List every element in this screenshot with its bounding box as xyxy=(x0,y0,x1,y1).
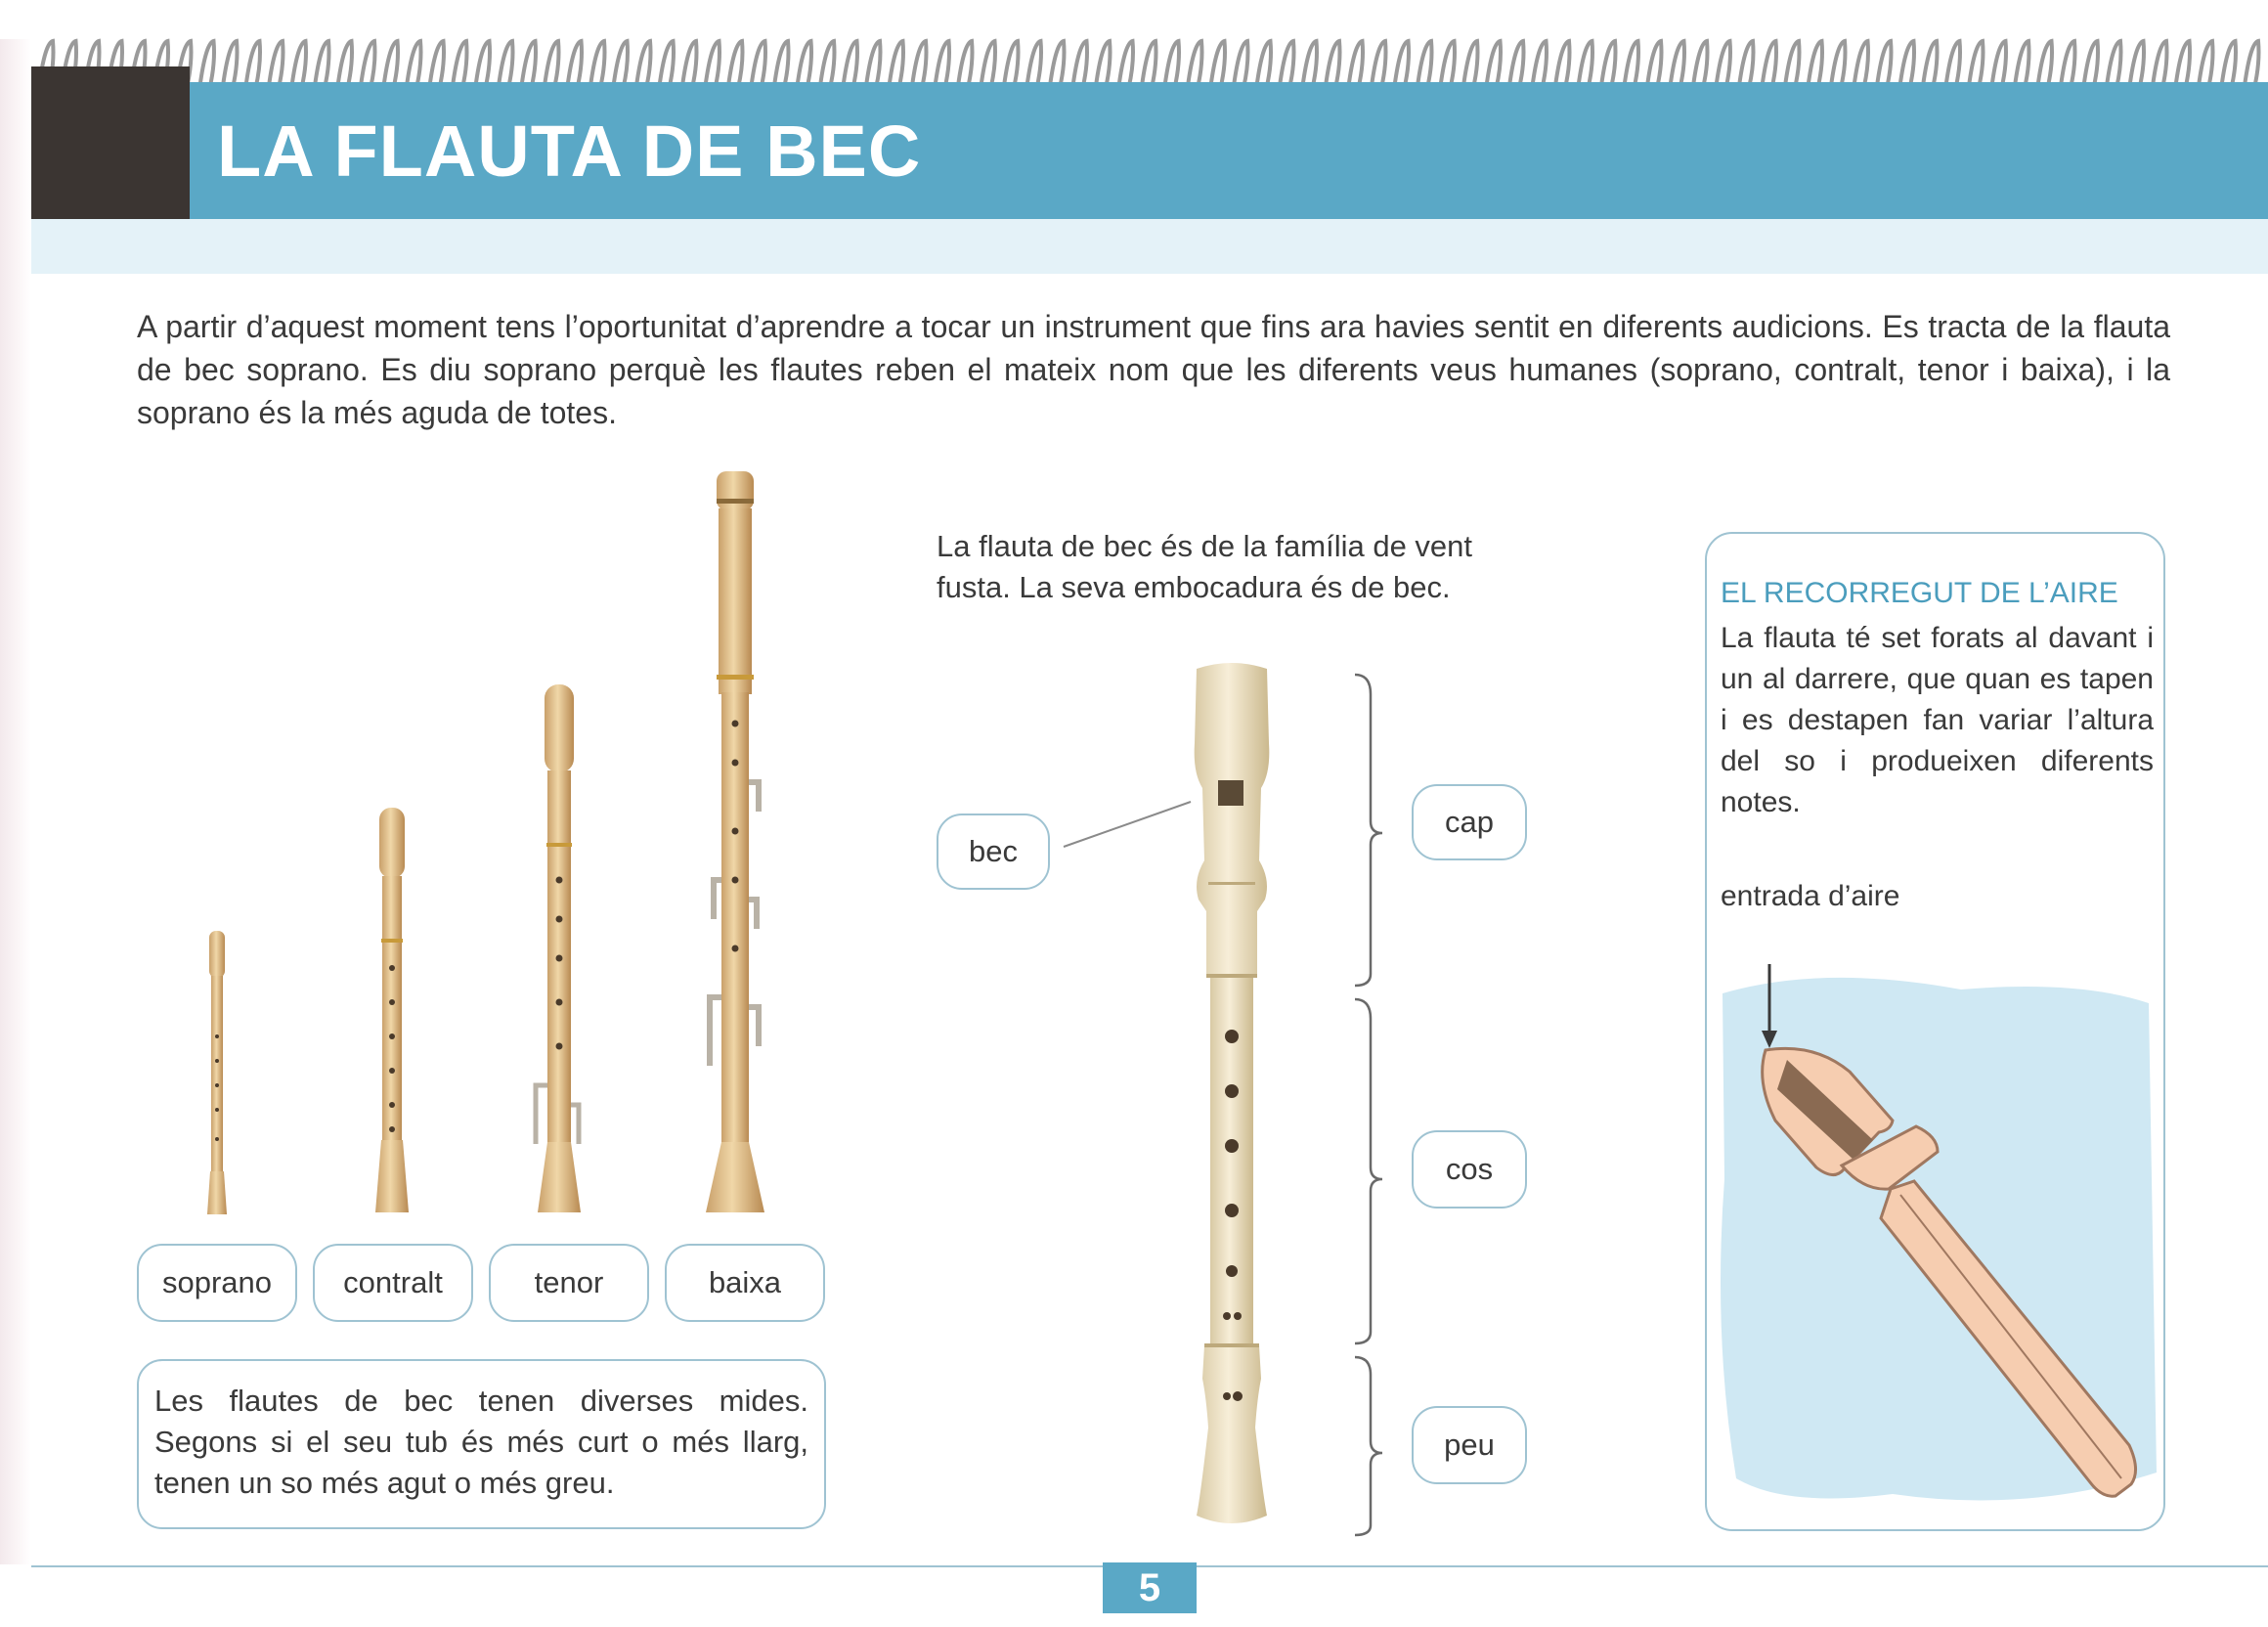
header-strip xyxy=(31,219,2268,274)
bec-pointer xyxy=(1064,802,1191,847)
page-number: 5 xyxy=(1103,1562,1197,1613)
label-soprano: soprano xyxy=(137,1244,297,1322)
air-path-cross-section xyxy=(1707,925,2165,1531)
soprano-recorder-image xyxy=(207,931,227,1214)
label-cos: cos xyxy=(1412,1130,1527,1209)
label-bec: bec xyxy=(937,814,1050,890)
page-edge xyxy=(0,39,31,1564)
air-path-title: EL RECORREGUT DE L’AIRE xyxy=(1721,577,2118,609)
cap-bracket xyxy=(1355,675,1382,986)
intro-paragraph: A partir d’aquest moment tens l’oportunitat d’aprendre a tocar un instrument que fins ara havies sentit en diferents audicions. Es tracta de la flauta de bec soprano. Es diu soprano perquè les flautes reben el mateix nom que les diferents veus humanes (soprano, contralt, tenor i baixa), i la soprano és la més aguda de totes. xyxy=(137,309,2170,430)
label-cap: cap xyxy=(1412,784,1527,860)
label-baixa: baixa xyxy=(665,1244,825,1322)
soprano-recorder-large xyxy=(1195,663,1270,1523)
air-path-text: La flauta té set forats al davant i un al darrere, que quan es tapen i es destapen fan variar l’altura del so i produeixen diferents notes. xyxy=(1721,622,2154,818)
label-peu: peu xyxy=(1412,1406,1527,1484)
page-title: LA FLAUTA DE BEC xyxy=(217,110,922,192)
sizes-note: Les flautes de bec tenen diverses mides. Segons si el seu tub és més curt o més llarg, tenen un so més agut o més greu. xyxy=(137,1359,826,1529)
family-paragraph: La flauta de bec és de la família de vent fusta. La seva embocadura és de bec. xyxy=(937,529,1473,604)
recorder-family-illustration xyxy=(156,460,860,1222)
label-tenor: tenor xyxy=(489,1244,649,1322)
header-dark-block xyxy=(31,66,190,219)
air-inlet-label: entrada d’aire xyxy=(1721,880,1900,912)
label-contralt: contralt xyxy=(313,1244,473,1322)
baixa-recorder-image xyxy=(706,471,764,1212)
air-path-panel xyxy=(1705,532,2165,1531)
peu-bracket xyxy=(1355,1357,1382,1535)
contralt-recorder-image xyxy=(375,808,409,1212)
cos-bracket xyxy=(1355,999,1382,1343)
tenor-recorder-image xyxy=(536,684,581,1212)
